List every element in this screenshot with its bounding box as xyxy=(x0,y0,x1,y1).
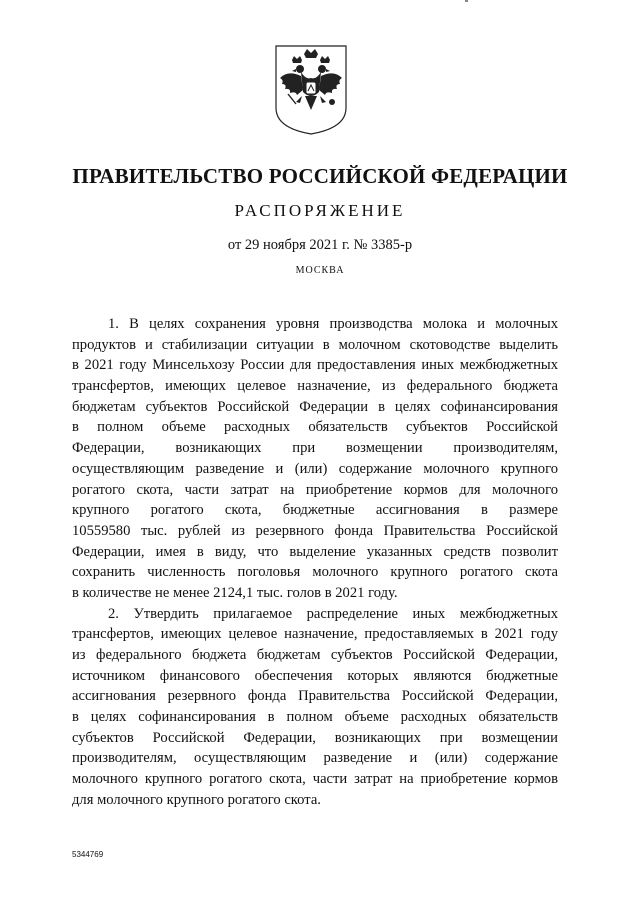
document-date-number: от 29 ноября 2021 г. № 3385-р xyxy=(227,237,413,253)
paragraph-line: 2. Утвердить прилагаемое распределение иных межбюджетных xyxy=(108,605,558,622)
scan-mark xyxy=(465,0,468,2)
paragraph-line: продуктов и стабилизации ситуации в молочном скотоводстве выделить xyxy=(72,336,558,353)
paragraph-1 xyxy=(72,314,558,604)
coat-of-arms-icon xyxy=(274,44,348,136)
paragraph-line: в целях софинансирования в полном объеме расходных обязательств xyxy=(72,709,558,726)
paragraph-line: крупного рогатого скота, бюджетные ассигнования в размере xyxy=(72,502,558,519)
paragraph-2 xyxy=(72,604,558,811)
paragraph-line: для молочного крупного рогатого скота. xyxy=(72,791,321,808)
paragraph-line: сохранить численность поголовья молочного крупного рогатого скота xyxy=(72,564,558,581)
document-body xyxy=(72,314,558,811)
paragraph-line: из федерального бюджета бюджетам субъектов Российской Федерации, xyxy=(72,647,558,663)
paragraph-line: рогатого скота, части затрат на приобретение кормов для молочного xyxy=(72,481,558,498)
paragraph-line: 10559580 тыс. рублей из резервного фонда Правительства Российской xyxy=(72,522,558,539)
document-reference-number: 5344769 xyxy=(72,850,104,859)
paragraph-line: производителям, осуществляющим разведение и (или) содержание xyxy=(72,750,558,767)
paragraph-line: бюджетам субъектов Российской Федерации в целях софинансирования xyxy=(72,398,558,415)
paragraph-line: Федерации, возникающих при возмещении производителям, xyxy=(72,440,558,457)
paragraph-line: в 2021 году Минсельхозу России для предоставления иных межбюджетных xyxy=(72,357,558,374)
paragraph-line: в количестве не менее 2124,1 тыс. голов в 2021 году. xyxy=(72,584,398,601)
document-type: РАСПОРЯЖЕНИЕ xyxy=(234,201,406,220)
paragraph-line: источником финансового обеспечения которых являются бюджетные xyxy=(72,667,558,684)
paragraph-line: в полном объеме расходных обязательств субъектов Российской xyxy=(72,419,558,436)
paragraph-line: молочного крупного рогатого скота, части затрат на приобретение кормов xyxy=(72,771,558,788)
paragraph-line: Федерации, имея в виду, что выделение указанных средств позволит xyxy=(72,543,558,560)
paragraph-line: трансфертов, имеющих целевое назначение, из федерального бюджета xyxy=(72,378,558,395)
government-title: ПРАВИТЕЛЬСТВО РОССИЙСКОЙ ФЕДЕРАЦИИ xyxy=(72,164,568,188)
document-place: МОСКВА xyxy=(295,265,345,276)
paragraph-line: 1. В целях сохранения уровня производства молока и молочных xyxy=(108,316,558,332)
paragraph-line: осуществляющим разведение и (или) содержание молочного крупного xyxy=(72,460,558,477)
paragraph-line: трансфертов, имеющих целевое назначение, предоставляемых в 2021 году xyxy=(72,626,558,643)
paragraph-line: ассигнования резервного фонда Правительства Российской Федерации, xyxy=(72,688,558,705)
paragraph-line: субъектов Российской Федерации, возникающих при возмещении xyxy=(72,729,558,746)
